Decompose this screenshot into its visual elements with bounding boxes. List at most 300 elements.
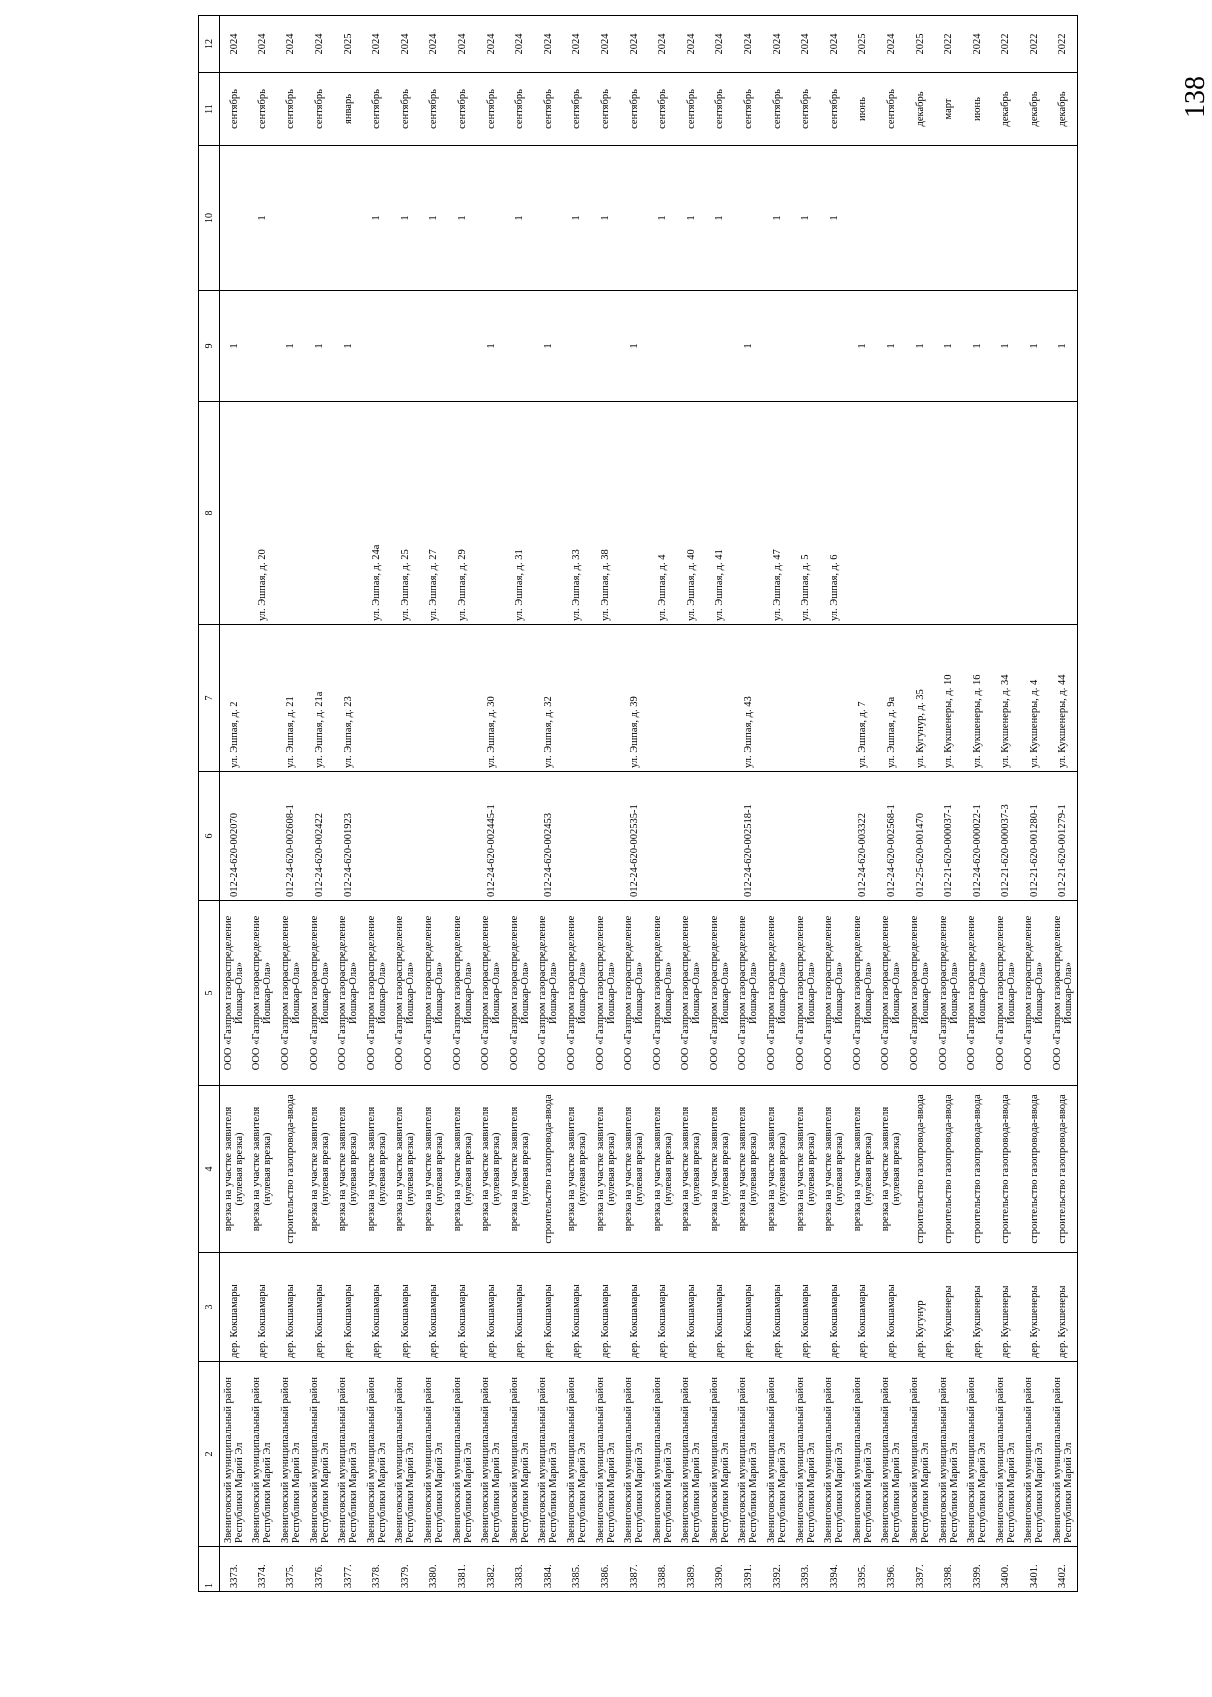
organization-cell (477, 901, 506, 1086)
village-cell (992, 1253, 1021, 1362)
district-cell-text: Звениговский муниципальный район Республики Марий Эл (623, 1377, 646, 1543)
row-number-text: 3375. (285, 1564, 297, 1588)
row-number-text: 3381. (457, 1564, 469, 1588)
month-cell-text: сентябрь (685, 89, 697, 129)
village-cell (677, 1253, 706, 1362)
address-col7-cell (648, 625, 677, 772)
work-type-cell-text: врезка на участке заявителя (нулевая врезка) (394, 1106, 417, 1232)
month-cell (963, 73, 992, 146)
address-col7-cell-text: ул. Кукшенеры, д. 44 (1057, 674, 1069, 768)
col9-count-cell (934, 291, 963, 402)
contract-code-cell (734, 772, 763, 901)
organization-cell (706, 901, 735, 1086)
col10-count-cell (648, 146, 677, 291)
month-cell-text: сентябрь (228, 89, 240, 129)
year-cell (992, 16, 1021, 73)
work-type-cell-text: строительство газопровода-ввода (971, 1094, 983, 1244)
col9-count-cell (791, 291, 820, 402)
organization-cell (934, 901, 963, 1086)
district-cell-text: Звениговский муниципальный район Республики Марий Эл (766, 1377, 789, 1543)
work-type-cell (734, 1086, 763, 1253)
contract-code-cell (706, 772, 735, 901)
contract-code-cell (906, 772, 935, 901)
work-type-cell-text: врезка на участке заявителя (нулевая врезка) (594, 1106, 617, 1232)
year-cell (734, 16, 763, 73)
col9-count-cell (448, 291, 477, 402)
work-type-cell-text: строительство газопровода-ввода (542, 1094, 554, 1244)
row-number-text: 3402. (1057, 1564, 1069, 1588)
village-cell-text: дер. Кокшамары (485, 1284, 497, 1358)
contract-code-cell-text: 012-25-620-001470 (914, 813, 926, 897)
district-cell-text: Звениговский муниципальный район Республики Марий Эл (251, 1377, 274, 1543)
year-cell (877, 16, 906, 73)
organization-cell-text: ООО «Газпром газораспределение Йошкар-Ола» (1051, 915, 1074, 1071)
village-cell-text: дер. Кукшенеры (943, 1285, 955, 1358)
village-cell (620, 1253, 649, 1362)
col10-count-cell (534, 146, 563, 291)
row-number-text: 3384. (542, 1564, 554, 1588)
year-cell (906, 16, 935, 73)
organization-cell-text: ООО «Газпром газораспределение Йошкар-Ола» (909, 915, 932, 1071)
contract-code-cell-text: 012-24-620-002070 (228, 813, 240, 897)
work-type-cell (505, 1086, 534, 1253)
address-col8-cell (477, 402, 506, 625)
year-cell-text: 2024 (285, 33, 297, 55)
table-row (563, 16, 592, 1592)
row-number-text: 3380. (428, 1564, 440, 1588)
village-cell-text: дер. Кокшамары (457, 1284, 469, 1358)
row-number-text: 3386. (600, 1564, 612, 1588)
village-cell-text: дер. Кокшамары (399, 1284, 411, 1358)
village-cell-text: дер. Кокшамары (771, 1284, 783, 1358)
address-col8-cell (305, 402, 334, 625)
col10-count-cell-text: 1 (828, 215, 840, 221)
year-cell-text: 2025 (914, 33, 926, 55)
work-type-cell (534, 1086, 563, 1253)
address-col7-cell (362, 625, 391, 772)
col9-count-cell (648, 291, 677, 402)
village-cell (362, 1253, 391, 1362)
month-cell-text: сентябрь (285, 89, 297, 129)
table-row (763, 16, 792, 1592)
village-cell (791, 1253, 820, 1362)
address-col7-cell (248, 625, 277, 772)
gas-connection-table (198, 15, 1078, 1592)
contract-code-cell (220, 772, 249, 901)
table-row (706, 16, 735, 1592)
col9-count-cell-text: 1 (943, 343, 955, 349)
address-col7-cell-text: ул. Эшпая, д. 2 (228, 701, 240, 768)
address-col8-cell-text: ул. Эшпая, д. 27 (428, 549, 440, 621)
address-col7-cell (820, 625, 849, 772)
year-cell (591, 16, 620, 73)
village-cell (534, 1253, 563, 1362)
district-cell-text: Звениговский муниципальный район Республики Марий Эл (565, 1377, 588, 1543)
month-cell (820, 73, 849, 146)
organization-cell-text: ООО «Газпром газораспределение Йошкар-Ола» (651, 915, 674, 1071)
year-cell-text: 2024 (885, 33, 897, 55)
row-number-text: 3379. (399, 1564, 411, 1588)
district-cell (706, 1362, 735, 1547)
year-cell (505, 16, 534, 73)
col10-count-cell-text: 1 (685, 215, 697, 221)
village-cell-text: дер. Кокшамары (228, 1284, 240, 1358)
work-type-cell-text: врезка на участке заявителя (нулевая врезка) (223, 1106, 246, 1232)
village-cell-text: дер. Кокшамары (657, 1284, 669, 1358)
work-type-cell (620, 1086, 649, 1253)
village-cell-text: дер. Кукшенеры (1000, 1285, 1012, 1358)
row-number-text: 3383. (514, 1564, 526, 1588)
work-type-cell-text: врезка на участке заявителя (нулевая врезка) (251, 1106, 274, 1232)
address-col8-cell (362, 402, 391, 625)
district-cell (391, 1362, 420, 1547)
district-cell (305, 1362, 334, 1547)
col10-count-cell (448, 146, 477, 291)
table-row (477, 16, 506, 1592)
month-cell (763, 73, 792, 146)
address-col8-cell (220, 402, 249, 625)
col10-count-cell (877, 146, 906, 291)
month-cell-text: декабрь (1057, 91, 1069, 127)
row-number-text: 3401. (1028, 1564, 1040, 1588)
village-cell-text: дер. Кокшамары (371, 1284, 383, 1358)
col9-count-cell (763, 291, 792, 402)
col10-count-cell (477, 146, 506, 291)
row-number (391, 1547, 420, 1592)
row-number (706, 1547, 735, 1592)
table-row (420, 16, 449, 1592)
contract-code-cell (420, 772, 449, 901)
col9-count-cell (277, 291, 306, 402)
month-cell (305, 73, 334, 146)
month-cell (248, 73, 277, 146)
address-col8-cell-text: ул. Эшпая, д. 38 (600, 549, 612, 621)
row-number-text: 3385. (571, 1564, 583, 1588)
organization-cell (420, 901, 449, 1086)
work-type-cell (992, 1086, 1021, 1253)
col10-count-cell (362, 146, 391, 291)
col10-count-cell (277, 146, 306, 291)
village-cell-text: дер. Кокшамары (285, 1284, 297, 1358)
month-cell-text: сентябрь (885, 89, 897, 129)
contract-code-cell-text: 012-21-620-001280-1 (1028, 804, 1040, 897)
col9-count-cell (534, 291, 563, 402)
organization-cell (820, 901, 849, 1086)
work-type-cell (934, 1086, 963, 1253)
village-cell-text: дер. Кукшенеры (1028, 1285, 1040, 1358)
year-cell-text: 2024 (714, 33, 726, 55)
year-cell-text: 2024 (371, 33, 383, 55)
address-col8-cell (1020, 402, 1049, 625)
district-cell-text: Звениговский муниципальный район Республики Марий Эл (422, 1377, 445, 1543)
month-cell-text: сентябрь (771, 89, 783, 129)
district-cell-text: Звениговский муниципальный район Республики Марий Эл (537, 1377, 560, 1543)
col10-count-cell-text: 1 (600, 215, 612, 221)
col9-count-cell (620, 291, 649, 402)
work-type-cell-text: строительство газопровода-ввода (1057, 1094, 1069, 1244)
organization-cell (648, 901, 677, 1086)
district-cell (820, 1362, 849, 1547)
year-cell (305, 16, 334, 73)
table-row (1049, 16, 1078, 1592)
col10-count-cell (505, 146, 534, 291)
village-cell (734, 1253, 763, 1362)
table-row (534, 16, 563, 1592)
work-type-cell-text: строительство газопровода-ввода (1000, 1094, 1012, 1244)
col10-count-cell (763, 146, 792, 291)
village-cell-text: дер. Кукшенеры (971, 1285, 983, 1358)
row-number (505, 1547, 534, 1592)
year-cell-text: 2022 (1000, 33, 1012, 55)
year-cell (1049, 16, 1078, 73)
contract-code-cell (477, 772, 506, 901)
month-cell (906, 73, 935, 146)
col9-count-cell (734, 291, 763, 402)
address-col8-cell (591, 402, 620, 625)
address-col7-cell (763, 625, 792, 772)
work-type-cell (906, 1086, 935, 1253)
rotated-table-container (198, 33, 1088, 1592)
district-cell (620, 1362, 649, 1547)
district-cell (763, 1362, 792, 1547)
row-number (563, 1547, 592, 1592)
work-type-cell (763, 1086, 792, 1253)
row-number (677, 1547, 706, 1592)
year-cell-text: 2024 (542, 33, 554, 55)
district-cell (734, 1362, 763, 1547)
row-number (763, 1547, 792, 1592)
district-cell-text: Звениговский муниципальный район Республики Марий Эл (880, 1377, 903, 1543)
month-cell-text: сентябрь (714, 89, 726, 129)
row-number-text: 3394. (828, 1564, 840, 1588)
month-cell-text: январь (342, 94, 354, 124)
month-cell (505, 73, 534, 146)
month-cell-text: сентябрь (399, 89, 411, 129)
contract-code-cell (820, 772, 849, 901)
organization-cell-text: ООО «Газпром газораспределение Йошкар-Ола» (394, 915, 417, 1071)
year-cell (620, 16, 649, 73)
work-type-cell (220, 1086, 249, 1253)
district-cell-text: Звениговский муниципальный район Республики Марий Эл (937, 1377, 960, 1543)
village-cell (334, 1253, 363, 1362)
address-col8-cell-text: ул. Эшпая, д. 5 (800, 554, 812, 621)
table-row (305, 16, 334, 1592)
year-cell-text: 2024 (628, 33, 640, 55)
col10-count-cell (1049, 146, 1078, 291)
work-type-cell (362, 1086, 391, 1253)
year-cell-text: 2024 (399, 33, 411, 55)
work-type-cell (791, 1086, 820, 1253)
village-cell-text: дер. Кокшамары (314, 1284, 326, 1358)
year-cell (963, 16, 992, 73)
col10-count-cell (305, 146, 334, 291)
contract-code-cell (648, 772, 677, 901)
work-type-cell (706, 1086, 735, 1253)
organization-cell (849, 901, 878, 1086)
month-cell-text: сентябрь (314, 89, 326, 129)
organization-cell-text: ООО «Газпром газораспределение Йошкар-Ола» (737, 915, 760, 1071)
col9-count-cell-text: 1 (1000, 343, 1012, 349)
col10-count-cell (220, 146, 249, 291)
contract-code-cell (849, 772, 878, 901)
organization-cell-text: ООО «Газпром газораспределение Йошкар-Ола» (337, 915, 360, 1071)
address-col8-cell-text: ул. Эшпая, д. 47 (771, 549, 783, 621)
work-type-cell (563, 1086, 592, 1253)
organization-cell (906, 901, 935, 1086)
table-row (248, 16, 277, 1592)
row-number (992, 1547, 1021, 1592)
col9-count-cell (248, 291, 277, 402)
table-row (448, 16, 477, 1592)
col10-count-cell (677, 146, 706, 291)
row-number (477, 1547, 506, 1592)
year-cell (820, 16, 849, 73)
year-cell (563, 16, 592, 73)
work-type-cell (677, 1086, 706, 1253)
organization-cell (791, 901, 820, 1086)
column-header: 11 (199, 73, 220, 146)
village-cell-text: дер. Кокшамары (428, 1284, 440, 1358)
address-col7-cell (391, 625, 420, 772)
year-cell-text: 2024 (742, 33, 754, 55)
address-col7-cell (505, 625, 534, 772)
table-row (362, 16, 391, 1592)
organization-cell-text: ООО «Газпром газораспределение Йошкар-Ола» (565, 915, 588, 1071)
work-type-cell (477, 1086, 506, 1253)
year-cell (277, 16, 306, 73)
address-col7-cell (277, 625, 306, 772)
year-cell (477, 16, 506, 73)
col10-count-cell-text: 1 (256, 215, 268, 221)
year-cell-text: 2024 (600, 33, 612, 55)
village-cell (963, 1253, 992, 1362)
work-type-cell (648, 1086, 677, 1253)
organization-cell (248, 901, 277, 1086)
col9-count-cell (305, 291, 334, 402)
district-cell-text: Звениговский муниципальный район Республики Марий Эл (823, 1377, 846, 1543)
address-col8-cell (791, 402, 820, 625)
month-cell-text: сентябрь (828, 89, 840, 129)
table-body (220, 16, 1078, 1592)
organization-cell (763, 901, 792, 1086)
work-type-cell (391, 1086, 420, 1253)
address-col8-cell-text: ул. Эшпая, д. 33 (571, 549, 583, 621)
district-cell-text: Звениговский муниципальный район Республики Марий Эл (1023, 1377, 1046, 1543)
organization-cell-text: ООО «Газпром газораспределение Йошкар-Ола» (308, 915, 331, 1071)
column-header: 10 (199, 146, 220, 291)
district-cell-text: Звениговский муниципальный район Республики Марий Эл (851, 1377, 874, 1543)
village-cell-text: дер. Кокшамары (685, 1284, 697, 1358)
address-col7-cell-text: ул. Кукшенеры, д. 4 (1028, 679, 1040, 768)
col10-count-cell (734, 146, 763, 291)
year-cell (648, 16, 677, 73)
work-type-cell-text: врезка на участке заявителя (нулевая врезка) (766, 1106, 789, 1232)
month-cell (1049, 73, 1078, 146)
organization-cell-text: ООО «Газпром газораспределение Йошкар-Ола» (623, 915, 646, 1071)
month-cell-text: сентябрь (457, 89, 469, 129)
organization-cell (305, 901, 334, 1086)
address-col8-cell-text: ул. Эшпая, д. 6 (828, 554, 840, 621)
organization-cell-text: ООО «Газпром газораспределение Йошкар-Ола» (851, 915, 874, 1071)
column-header: 3 (199, 1253, 220, 1362)
work-type-cell-text: врезка на участке заявителя (нулевая врезка) (365, 1106, 388, 1232)
district-cell (963, 1362, 992, 1547)
col10-count-cell-text: 1 (571, 215, 583, 221)
row-number (448, 1547, 477, 1592)
year-cell-text: 2024 (828, 33, 840, 55)
address-col7-cell (706, 625, 735, 772)
col9-count-cell (563, 291, 592, 402)
month-cell-text: март (943, 98, 955, 120)
year-cell-text: 2024 (971, 33, 983, 55)
year-cell (677, 16, 706, 73)
address-col8-cell-text: ул. Эшпая, д. 24а (371, 544, 383, 621)
year-cell (534, 16, 563, 73)
column-header: 5 (199, 901, 220, 1086)
table-row (505, 16, 534, 1592)
village-cell (563, 1253, 592, 1362)
organization-cell (877, 901, 906, 1086)
contract-code-cell-text: 012-21-620-000037-3 (1000, 804, 1012, 897)
col9-count-cell (220, 291, 249, 402)
organization-cell (1020, 901, 1049, 1086)
village-cell (305, 1253, 334, 1362)
district-cell (849, 1362, 878, 1547)
month-cell-text: июнь (857, 97, 869, 121)
contract-code-cell-text: 012-24-620-002445-1 (485, 804, 497, 897)
month-cell (448, 73, 477, 146)
col10-count-cell (248, 146, 277, 291)
work-type-cell-text: врезка на участке заявителя (нулевая врезка) (851, 1106, 874, 1232)
address-col8-cell-text: ул. Эшпая, д. 31 (514, 549, 526, 621)
village-cell (391, 1253, 420, 1362)
col9-count-cell (706, 291, 735, 402)
month-cell (791, 73, 820, 146)
col9-count-cell (505, 291, 534, 402)
work-type-cell (849, 1086, 878, 1253)
col10-count-cell (620, 146, 649, 291)
contract-code-cell-text: 012-24-620-002453 (542, 813, 554, 897)
col9-count-cell-text: 1 (285, 343, 297, 349)
col10-count-cell (906, 146, 935, 291)
row-number-text: 3382. (485, 1564, 497, 1588)
table-row (220, 16, 249, 1592)
address-col8-cell (505, 402, 534, 625)
district-cell-text: Звениговский муниципальный район Республики Марий Эл (394, 1377, 417, 1543)
organization-cell-text: ООО «Газпром газораспределение Йошкар-Ола» (251, 915, 274, 1071)
address-col7-cell (677, 625, 706, 772)
contract-code-cell (534, 772, 563, 901)
row-number-text: 3393. (800, 1564, 812, 1588)
year-cell (1020, 16, 1049, 73)
row-number-text: 3387. (628, 1564, 640, 1588)
address-col8-cell-text: ул. Эшпая, д. 29 (457, 549, 469, 621)
contract-code-cell (992, 772, 1021, 901)
row-number (734, 1547, 763, 1592)
address-col7-cell-text: ул. Эшпая, д. 21а (314, 691, 326, 768)
organization-cell (620, 901, 649, 1086)
organization-cell (734, 901, 763, 1086)
district-cell (505, 1362, 534, 1547)
district-cell (677, 1362, 706, 1547)
work-type-cell (420, 1086, 449, 1253)
address-col8-cell (563, 402, 592, 625)
address-col7-cell-text: ул. Кугунур, д. 35 (914, 689, 926, 768)
work-type-cell-text: врезка на участке заявителя (нулевая врезка) (823, 1106, 846, 1232)
district-cell (334, 1362, 363, 1547)
table-row (648, 16, 677, 1592)
village-cell (248, 1253, 277, 1362)
